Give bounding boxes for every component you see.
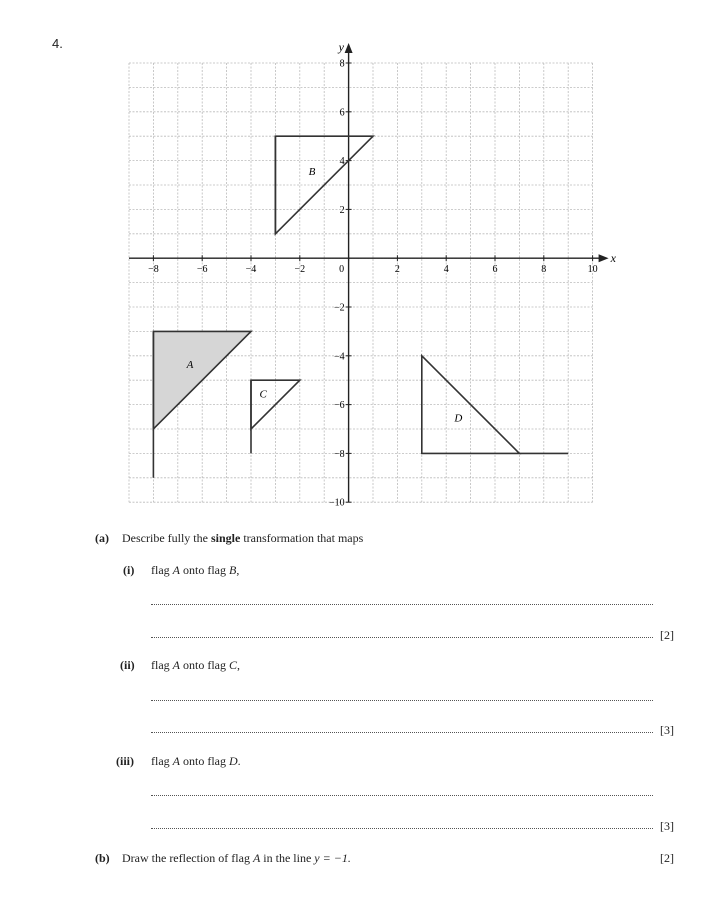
y-tick-label: 6 — [339, 107, 345, 119]
part-a-label: (a) — [95, 531, 109, 545]
marks-label: [2] — [660, 851, 674, 865]
x-tick-label: −2 — [294, 264, 306, 276]
flag-c-label: C — [259, 388, 267, 401]
x-tick-label: −4 — [245, 264, 257, 276]
flag-b-label: B — [308, 166, 316, 179]
x-tick-label: 6 — [492, 264, 498, 276]
y-tick-label: 4 — [339, 156, 345, 168]
y-tick-label: 2 — [339, 204, 345, 216]
answer-line[interactable] — [151, 732, 653, 733]
y-tick-label: −10 — [328, 497, 345, 509]
y-tick-label: −6 — [333, 400, 345, 412]
answer-line[interactable] — [151, 637, 653, 638]
answer-line[interactable] — [151, 604, 653, 605]
part-b-label: (b) — [95, 851, 110, 865]
marks-label: [3] — [660, 819, 674, 833]
part-a-instruction — [122, 531, 363, 546]
x-axis-label: x — [610, 251, 616, 266]
item-ii-text: flag A onto flag C, — [151, 658, 241, 672]
answer-line[interactable] — [151, 828, 653, 829]
question-number: 4. — [52, 36, 63, 51]
x-tick-label: 4 — [443, 264, 449, 276]
x-tick-label: −6 — [196, 264, 208, 276]
y-tick-label: −2 — [333, 302, 345, 314]
y-axis-label: y — [338, 40, 344, 54]
marks-label: [3] — [660, 723, 674, 737]
part-b-text: Draw the reflection of flag A in the line y = −1. — [122, 851, 351, 865]
answer-line[interactable] — [151, 795, 653, 796]
x-tick-label: 8 — [541, 264, 547, 276]
item-iii-text: flag A onto flag D. — [151, 754, 241, 768]
item-i-text: flag A onto flag B, — [151, 563, 240, 577]
x-tick-label: 10 — [587, 264, 598, 276]
part-a-text-bold: single — [210, 531, 241, 545]
part-a-text-before: Describe fully the — [122, 531, 208, 545]
item-ii-label: (ii) — [120, 658, 135, 672]
flag-a-label: A — [186, 359, 194, 371]
y-tick-label: 8 — [339, 58, 345, 70]
item-iii-label: (iii) — [116, 754, 134, 768]
y-tick-label: −4 — [333, 351, 345, 363]
part-a-text-after: transformation that maps — [243, 531, 364, 545]
flag-d-label: D — [454, 412, 463, 425]
x-axis-arrow — [599, 254, 609, 262]
y-tick-label: −8 — [333, 448, 345, 460]
answer-line[interactable] — [151, 700, 653, 701]
x-tick-label: −8 — [148, 264, 159, 276]
x-tick-label: 0 — [339, 264, 345, 276]
item-i-label: (i) — [123, 563, 135, 577]
x-tick-label: 2 — [394, 264, 400, 276]
marks-label: [2] — [660, 628, 674, 642]
y-axis-arrow — [345, 43, 353, 53]
